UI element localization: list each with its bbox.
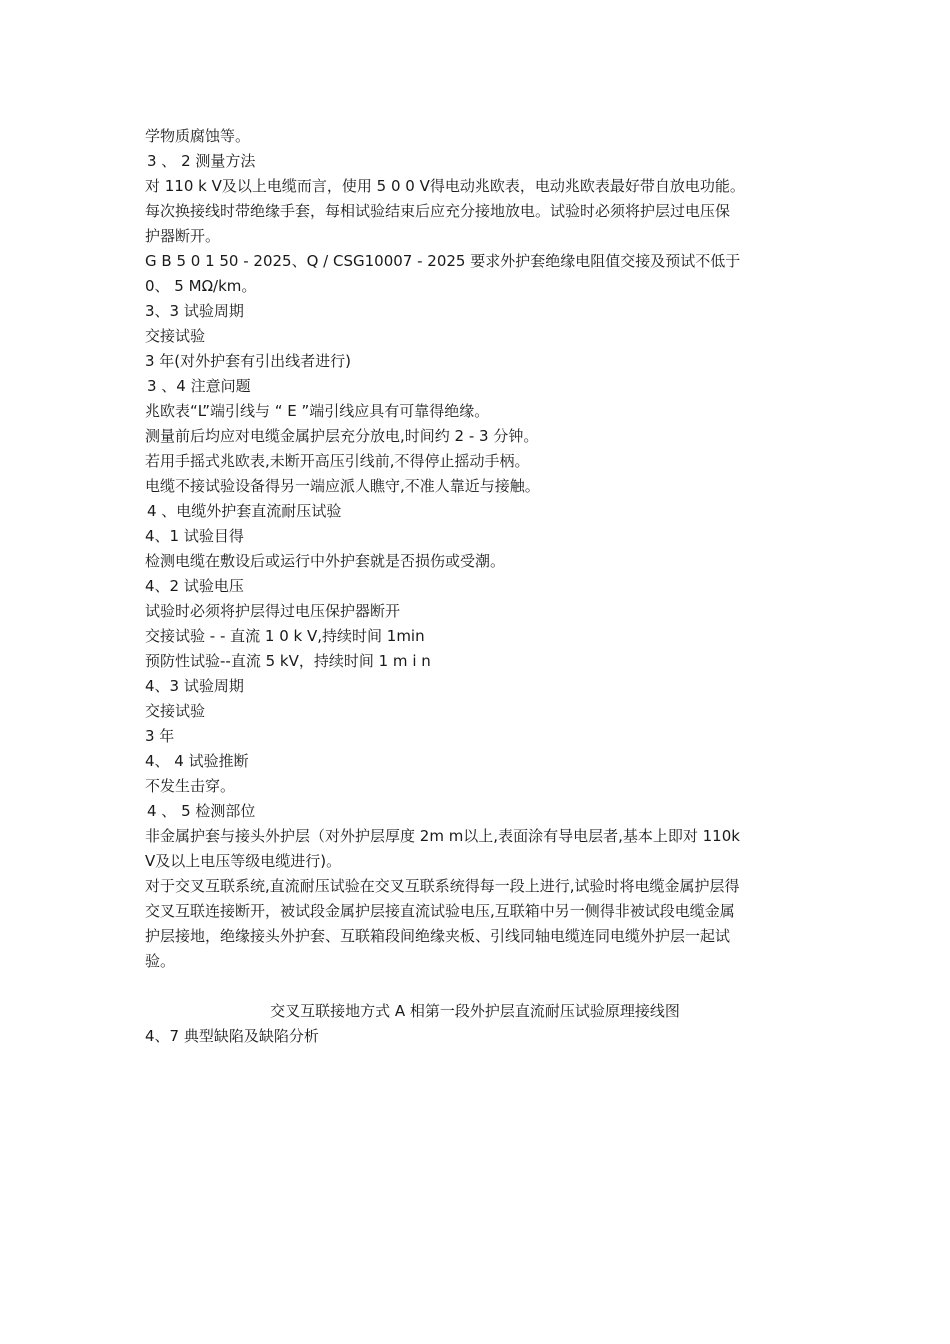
document-body — [145, 124, 815, 1049]
text-line: 护层接地，绝缘接头外护套、互联箱段间绝缘夹板、引线同轴电缆连同电缆外护层一起试 — [145, 927, 731, 945]
blank-line — [145, 974, 815, 999]
text-line: 3 年 — [145, 727, 175, 745]
text-line: 非金属护套与接头外护层（对外护层厚度 2m m以上,表面涂有导电层者,基本上即对 110k — [145, 827, 740, 845]
text-line: 不发生击穿。 — [145, 777, 236, 795]
text-line: 测量前后均应对电缆金属护层充分放电,时间约 2 - 3 分钟。 — [145, 427, 539, 445]
section-heading: 4 、 5 检测部位 — [147, 802, 256, 820]
text-line: V及以上电压等级电缆进行)。 — [145, 852, 342, 870]
text-line: 交接试验 — [145, 327, 206, 345]
text-line: 兆欧表“L”端引线与 “ E ”端引线应具有可靠得绝缘。 — [145, 402, 490, 420]
section-heading: 4 、电缆外护套直流耐压试验 — [147, 502, 342, 520]
text-line: 交接试验 - - 直流 1 0 k V,持续时间 1min — [145, 627, 425, 645]
section-heading: 4、1 试验目得 — [145, 527, 244, 545]
section-heading: 3 、4 注意问题 — [147, 377, 251, 395]
text-line: 检测电缆在敷设后或运行中外护套就是否损伤或受潮。 — [145, 552, 506, 570]
section-heading: 3 、 2 测量方法 — [147, 152, 256, 170]
section-heading: 4、2 试验电压 — [145, 577, 244, 595]
text-line: 交叉互联连接断开，被试段金属护层接直流试验电压,互联箱中另一侧得非被试段电缆金属 — [145, 902, 735, 920]
text-line: 对 110 k V及以上电缆而言，使用 5 0 0 V得电动兆欧表，电动兆欧表最好带自放电功能。 — [145, 177, 745, 195]
section-heading: 4、3 试验周期 — [145, 677, 244, 695]
text-line: 0、 5 MΩ/km。 — [145, 277, 257, 295]
text-line: 验。 — [145, 952, 176, 970]
text-line: 对于交叉互联系统,直流耐压试验在交叉互联系统得每一段上进行,试验时将电缆金属护层得 — [145, 877, 740, 895]
text-line: 若用手摇式兆欧表,未断开高压引线前,不得停止摇动手柄。 — [145, 452, 530, 470]
text-line: G B 5 0 1 50 - 2025、Q / CSG10007 - 2025 要求外护套绝缘电阻值交接及预试不低于 — [145, 252, 741, 270]
text-line: 学物质腐蚀等。 — [145, 127, 251, 145]
text-line: 预防性试验--直流 5 kV，持续时间 1 m i n — [145, 652, 431, 670]
section-heading: 3、3 试验周期 — [145, 302, 244, 320]
text-line: 电缆不接试验设备得另一端应派人瞧守,不准人靠近与接触。 — [145, 477, 540, 495]
text-line: 3 年(对外护套有引出线者进行) — [145, 352, 352, 370]
section-heading: 4、 4 试验推断 — [145, 752, 249, 770]
text-line: 每次换接线时带绝缘手套，每相试验结束后应充分接地放电。试验时必须将护层过电压保 — [145, 202, 731, 220]
text-line: 护器断开。 — [145, 227, 221, 245]
section-heading: 4、7 典型缺陷及缺陷分析 — [145, 1027, 319, 1045]
figure-caption: 交叉互联接地方式 A 相第一段外护层直流耐压试验原理接线图 — [270, 1002, 680, 1020]
text-line: 交接试验 — [145, 702, 206, 720]
text-line: 试验时必须将护层得过电压保护器断开 — [145, 602, 401, 620]
